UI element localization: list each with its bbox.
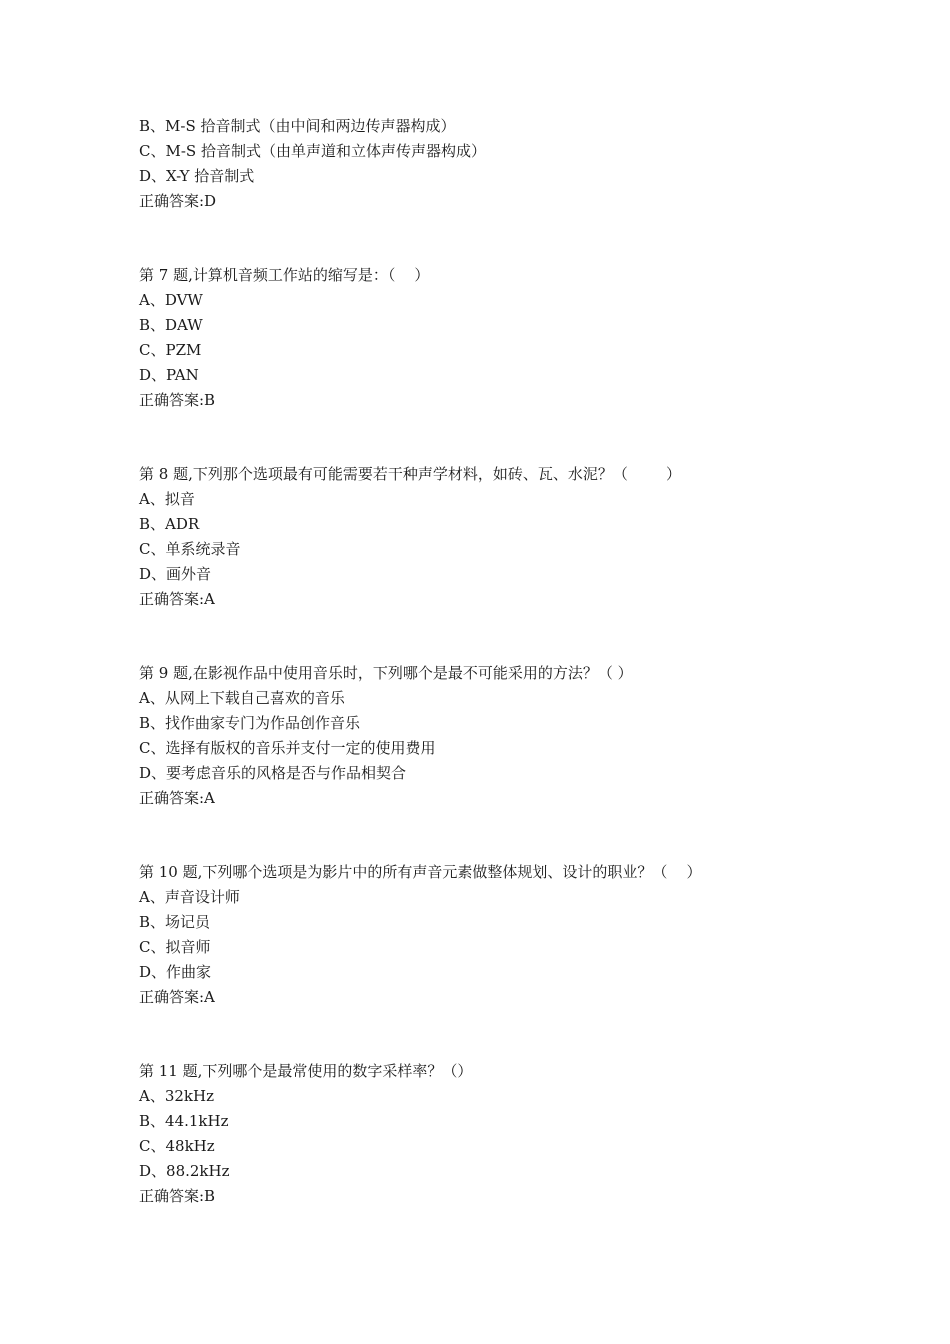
question-8 [139,462,839,612]
answer-line: 正确答案:D [139,192,217,210]
option-line: C、选择有版权的音乐并支付一定的使用费用 [139,739,436,757]
option-line: C、PZM [139,341,202,359]
option-line: D、作曲家 [139,963,212,981]
option-line: B、M-S 拾音制式（由中间和两边传声器构成） [139,117,456,135]
option-line: D、要考虑音乐的风格是否与作品相契合 [139,764,407,782]
option-line: D、88.2kHz [139,1162,230,1180]
question-stem: 第 8 题,下列那个选项最有可能需要若干种声学材料，如砖、瓦、水泥？（ ） [139,465,681,483]
option-line: A、声音设计师 [139,888,240,906]
answer-line: 正确答案:A [139,988,215,1006]
option-line: D、画外音 [139,565,212,583]
option-line: A、DVW [139,291,203,309]
option-line: B、场记员 [139,913,211,931]
option-line: B、44.1kHz [139,1112,229,1130]
option-line: A、拟音 [139,490,195,508]
option-line: C、48kHz [139,1137,215,1155]
option-line: C、M-S 拾音制式（由单声道和立体声传声器构成） [139,142,486,160]
option-line: A、从网上下载自己喜欢的音乐 [139,689,345,707]
question-7 [139,263,839,413]
answer-line: 正确答案:A [139,789,215,807]
answer-line: 正确答案:B [139,1187,216,1205]
question-11 [139,1059,839,1209]
answer-line: 正确答案:B [139,391,216,409]
question-9 [139,661,839,811]
option-line: D、X-Y 拾音制式 [139,167,255,185]
option-line: C、拟音师 [139,938,211,956]
option-line: B、DAW [139,316,203,334]
option-line: C、单系统录音 [139,540,241,558]
question-stem: 第 10 题,下列哪个选项是为影片中的所有声音元素做整体规划、设计的职业？（ ） [139,863,702,881]
question-stem: 第 9 题,在影视作品中使用音乐时，下列哪个是最不可能采用的方法？（ ） [139,664,633,682]
option-line: D、PAN [139,366,199,384]
question-stem: 第 11 题,下列哪个是最常使用的数字采样率？（） [139,1062,473,1080]
document-page [139,114,839,1209]
question-10 [139,860,839,1010]
question-stem: 第 7 题,计算机音频工作站的缩写是：（ ） [139,266,430,284]
question-fragment [139,114,839,214]
option-line: B、找作曲家专门为作品创作音乐 [139,714,361,732]
option-line: B、ADR [139,515,200,533]
answer-line: 正确答案:A [139,590,215,608]
option-line: A、32kHz [139,1087,214,1105]
